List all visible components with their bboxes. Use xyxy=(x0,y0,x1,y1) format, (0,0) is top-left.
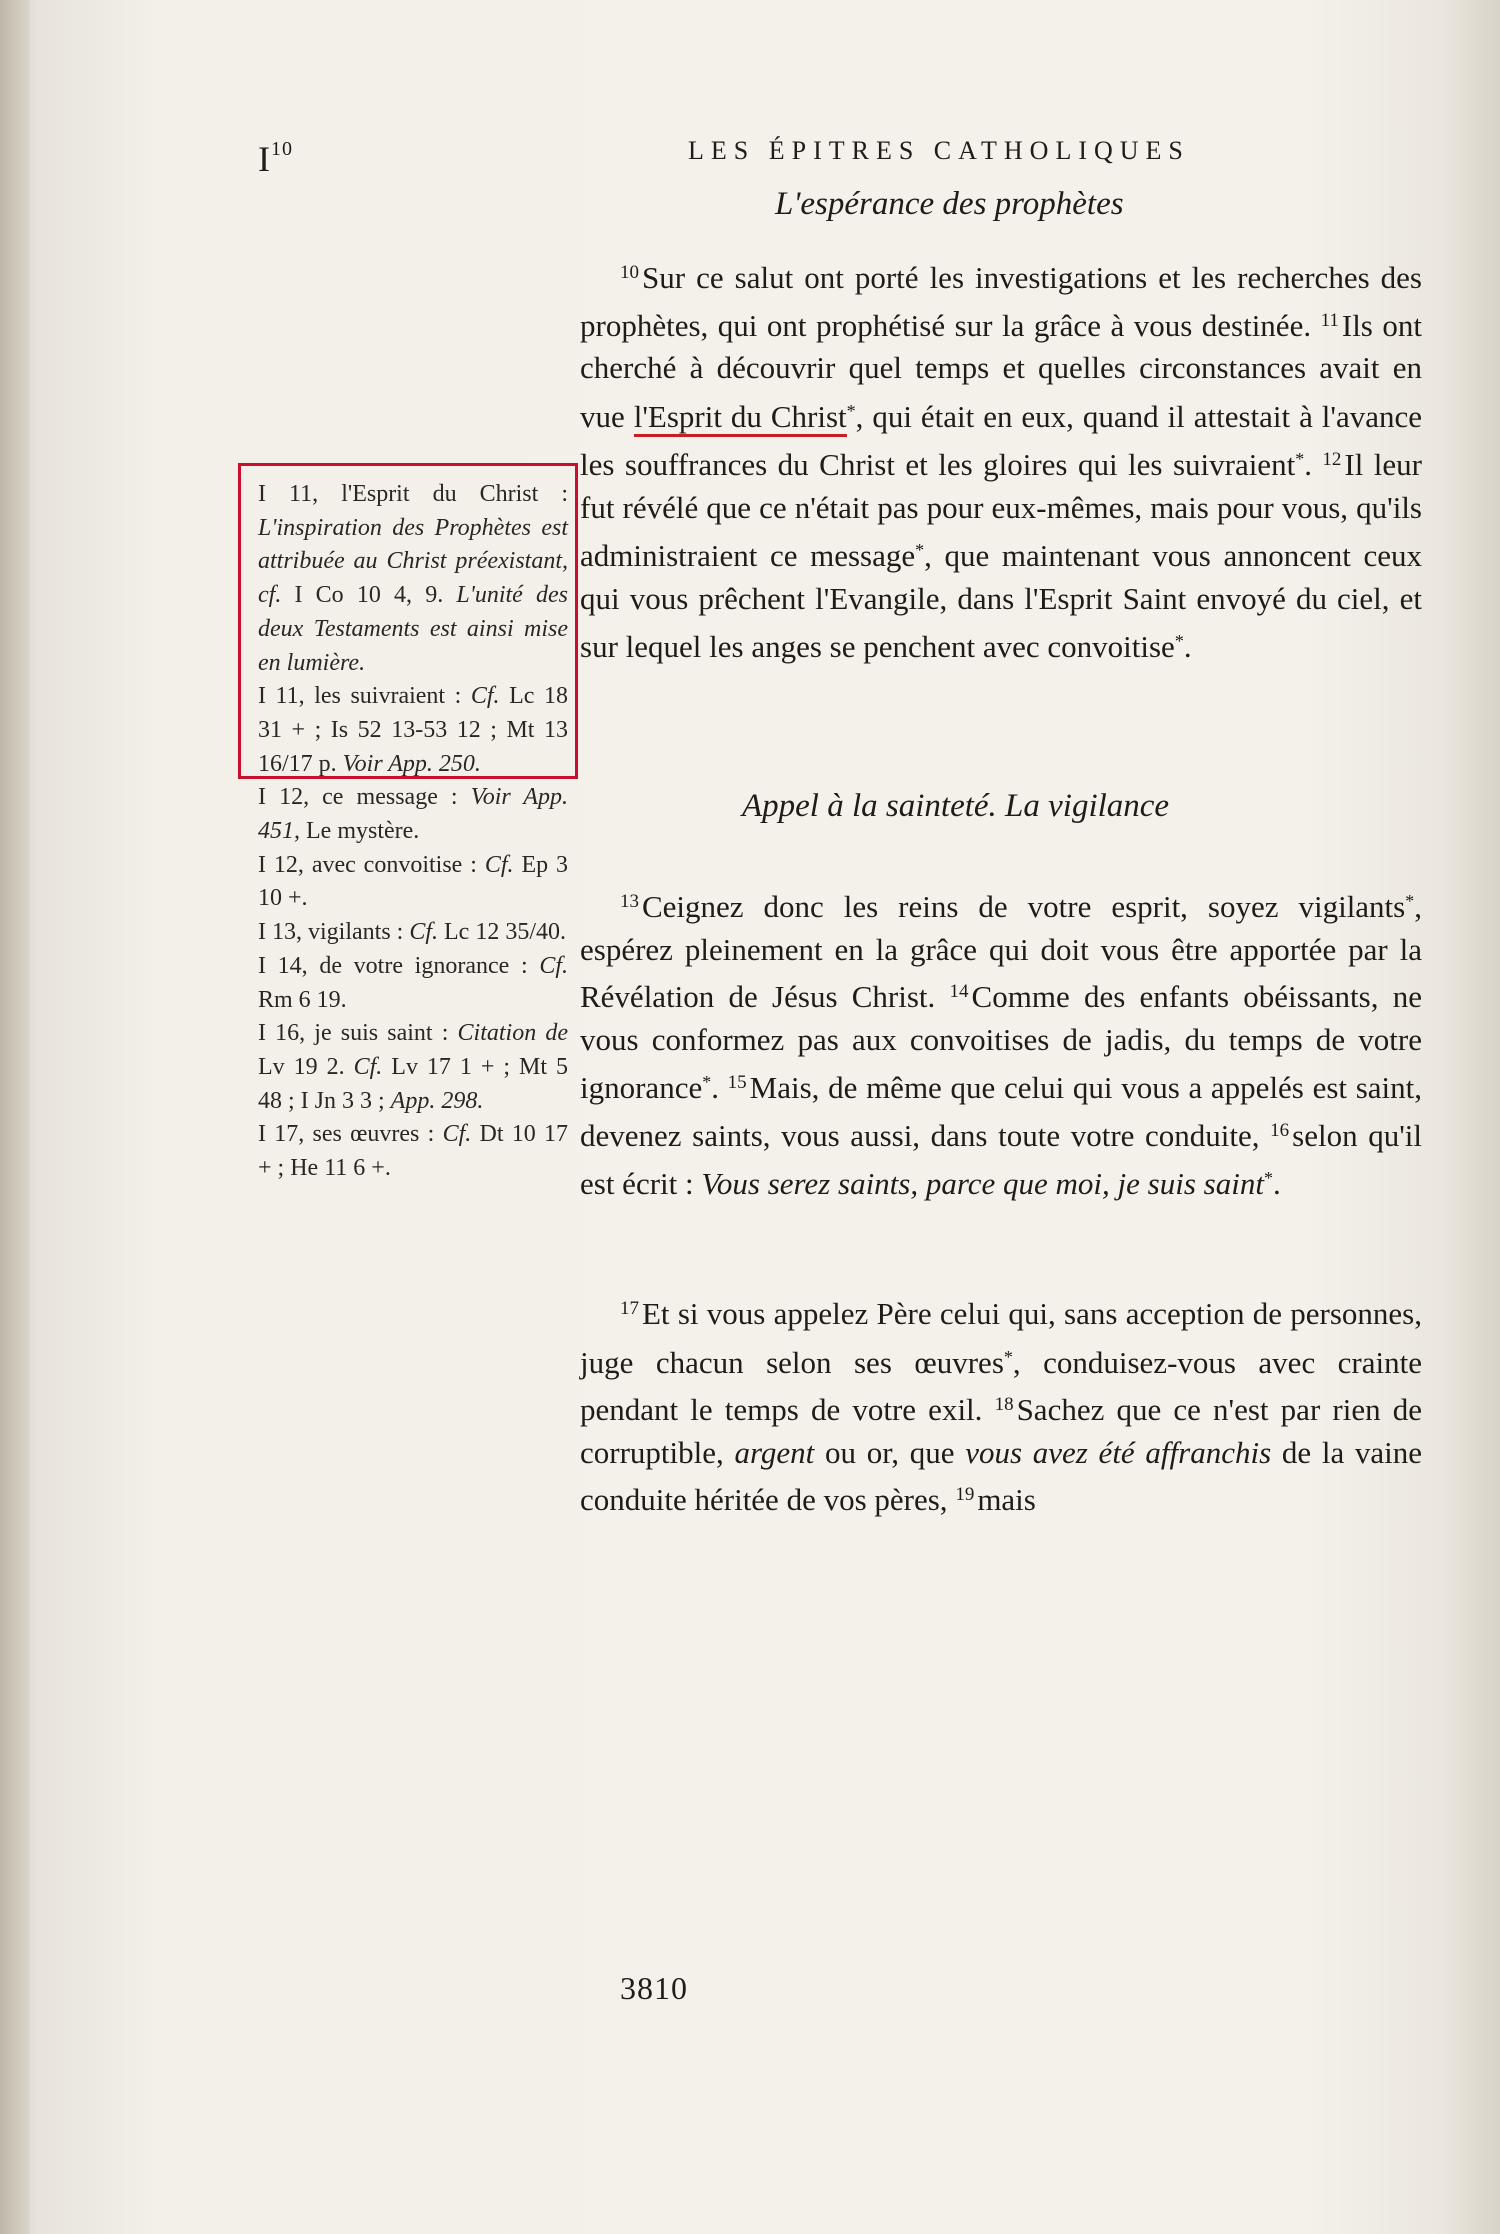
verse-number: 15 xyxy=(727,1072,747,1093)
margin-note: I 17, ses œuvres : Cf. Dt 10 17 + ; He 11 6 +. xyxy=(258,1121,568,1182)
book-spine-shadow xyxy=(0,0,30,2234)
section-title-holiness: Appel à la sainteté. La vigilance xyxy=(742,788,1170,824)
text-paragraph-3: $^{17}$Et si vous appelez Père celui qui, sans acception de personnes, juge chacun selon ses œuvres*, conduisez-vous avec crainte pendant le temps de votre exil. $^{18}$Sachez que ce n'est par rien de corruptible, argent ou or, que vous avez été affranchis de la vaine conduite héritée de vos pères, $^{19}$mais xyxy=(580,1296,1423,1517)
verse-number: 19 xyxy=(955,1484,975,1505)
margin-note: I 11, l'Esprit du Christ : L'inspiration des Prophètes est attribuée au Christ préexistant, cf. I Co 10 4, 9. L'unité des deux Testaments est ainsi mise en lumière. xyxy=(258,481,568,676)
margin-note: I 16, je suis saint : Citation de Lv 19 2. Cf. Lv 17 1 + ; Mt 5 48 ; I Jn 3 3 ; App. 298. xyxy=(258,1020,569,1114)
scripture-quote: Vous serez saints, parce que moi, je suis saint xyxy=(701,1166,1264,1201)
book-title: LES ÉPITRES CATHOLIQUES xyxy=(688,136,1190,165)
verse-number: 11 xyxy=(1320,309,1339,331)
running-head xyxy=(258,130,1318,180)
margin-note: I 12, ce message : Voir App. 451, Le mystère. xyxy=(258,784,569,845)
section-title-prophets: L'espérance des prophètes xyxy=(775,186,1124,222)
page-number: 3810 xyxy=(620,1970,688,2006)
verse-number: 17 xyxy=(620,1298,639,1319)
margin-notes xyxy=(258,478,568,1186)
verse-number: 12 xyxy=(1322,449,1342,470)
text-paragraph-1: $^{10}$Sur ce salut ont porté les investigations et les recherches des prophètes, qui ont prophétisé sur la grâce à vous destinée. $^{11}$Ils ont cherché à découvrir quel temps et quelles circonstances avait en vue l'Esprit du Christ*, qui était en eux, quand il attestait à l'avance les souffrances du Christ et les gloires qui les suivraient*. $^{12}$Il leur fut révélé que ce n'était pas pour eux-mêmes, mais pour vous, qu'ils administraient ce message*, que maintenant vous annoncent ceux qui vous prêchent l'Evangile, dans l'Esprit Saint envoyé du ciel, et sur lequel les anges se penchent avec convoitise*. xyxy=(580,260,1423,664)
verse-number: 18 xyxy=(994,1394,1014,1415)
verse-number: 14 xyxy=(949,981,969,1002)
margin-note: I 13, vigilants : Cf. Lc 12 35/40. xyxy=(258,919,566,946)
text-paragraph-2: $^{13}$Ceignez donc les reins de votre esprit, soyez vigilants*, espérez pleinement en la grâce qui doit vous être apportée par la Révélation de Jésus Christ. $^{14}$Comme des enfants obéissants, ne vous conformez pas aux convoitises de jadis, du temps de votre ignorance*. $^{15}$Mais, de même que celui qui vous a appelés est saint, devenez saints, vous aussi, dans toute votre conduite, $^{16}$selon qu'il est écrit : Vous serez saints, parce que moi, je suis saint*. xyxy=(580,889,1423,1201)
folio: $I^{10}$ xyxy=(258,138,293,179)
verse-number: 13 xyxy=(620,891,639,912)
underlined-phrase: l'Esprit du Christ xyxy=(634,399,847,437)
margin-note: I 12, avec convoitise : Cf. Ep 3 10 +. xyxy=(258,851,569,912)
margin-note: I 11, les suivraient : Cf. Lc 18 31 + ; Is 52 13-53 12 ; Mt 13 16/17 p. Voir App. 250. xyxy=(258,683,568,777)
margin-note: I 14, de votre ignorance : Cf. Rm 6 19. xyxy=(258,952,569,1013)
verse-number: 16 xyxy=(1270,1119,1290,1141)
verse-number: 10 xyxy=(620,262,639,283)
